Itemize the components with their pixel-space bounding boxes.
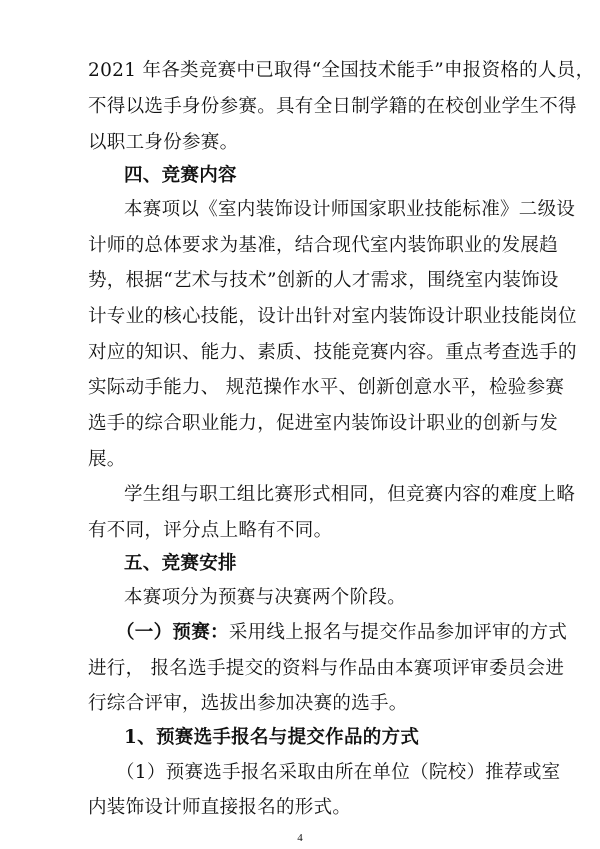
text-line: 学生组与职工组比赛形式相同，但竞赛内容的难度上略 <box>124 484 576 505</box>
text-line: 以职工身份参赛。 <box>88 132 239 153</box>
text-line: 计专业的核心技能，设计出针对室内装饰设计职业技能岗位 <box>88 306 577 327</box>
text-line: 展。 <box>88 449 126 470</box>
text-line: 本赛项以《室内装饰设计师国家职业技能标准》二级设 <box>124 199 576 220</box>
text-line: 2021 年各类竞赛中已取得“全国技术能手”申报资格的人员， <box>88 60 595 81</box>
section-heading-5: 五、竞赛安排 <box>124 553 237 574</box>
subsection-heading-1: 1、预赛选手报名与提交作品的方式 <box>124 727 420 748</box>
text-line: 进行， 报名选手提交的资料与作品由本赛项评审委员会进 <box>88 658 565 679</box>
text-line: 势，根据“艺术与技术”创新的人才需求，围绕室内装饰设 <box>88 270 559 291</box>
text-line: 行综合评审，选拔出参加决赛的选手。 <box>88 693 408 714</box>
text-line: （1）预赛选手报名采取由所在单位（院校）推荐或室 <box>116 762 561 783</box>
text-line: 实际动手能力、 规范操作水平、创新创意水平，检验参赛 <box>88 377 565 398</box>
text-line: 不得以选手身份参赛。具有全日制学籍的在校创业学生不得 <box>88 96 577 117</box>
section-heading-4: 四、竞赛内容 <box>124 165 237 186</box>
page-number: 4 <box>297 832 303 844</box>
text-line <box>116 622 567 644</box>
preliminary-text: 采用线上报名与提交作品参加评审的方式 <box>228 622 568 643</box>
text-line: 选手的综合职业能力，促进室内装饰设计职业的创新与发 <box>88 413 559 434</box>
text-line: 内装饰设计师直接报名的形式。 <box>88 797 352 818</box>
text-line: 对应的知识、能力、素质、技能竞赛内容。重点考查选手的 <box>88 342 577 363</box>
text-line: 计师的总体要求为基准，结合现代室内装饰职业的发展趋 <box>88 235 559 256</box>
preliminary-label: （一）预赛： <box>116 622 229 643</box>
paragraph-stages: 本赛项分为预赛与决赛两个阶段。 <box>124 587 407 608</box>
text-line: 有不同，评分点上略有不同。 <box>88 520 333 541</box>
